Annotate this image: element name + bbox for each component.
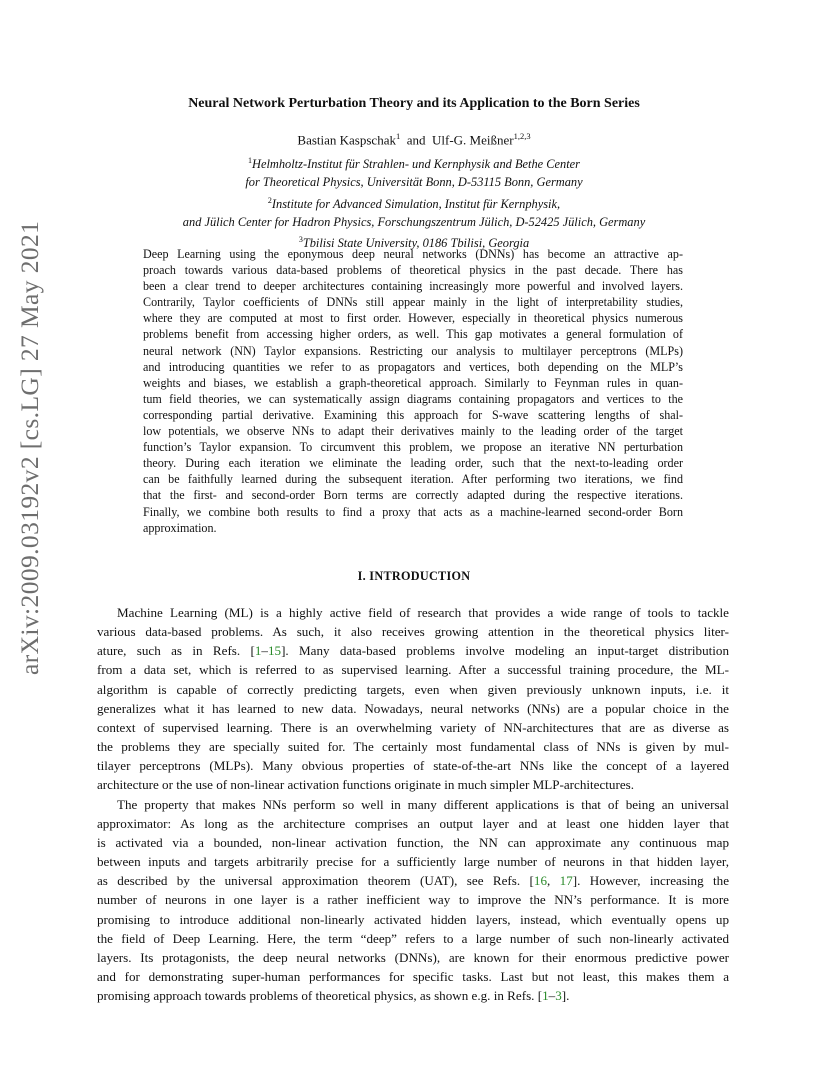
affiliation-line: [0, 192, 828, 214]
body-line: is activated via a bounded, non-linear activation function, the NN can approximate any continuous map: [97, 834, 729, 850]
affiliation-line: [0, 152, 828, 174]
author-affil-sup: 1,2,3: [513, 131, 531, 141]
body-line: from a data set, which is referred to as supervised learning. After a successful training procedure, the ML-: [97, 662, 729, 678]
abstract-line: problems benefit from accessing higher orders, as well. This gap motivates a general formulation of: [143, 327, 683, 342]
abstract-line: function’s Taylor expansion. To circumvent this problem, we propose an iterative NN perturbation: [143, 440, 683, 455]
body-line: the field of Deep Learning. Here, the term “deep” refers to a large number of such non-linearly activated: [97, 930, 729, 946]
body-line: number of neurons in one layer is a rather inefficient way to improve the NN’s performance. It is more: [97, 892, 729, 908]
text-run: as described by the universal approximation theorem (UAT), see Refs. [: [97, 873, 534, 889]
body-line: between inputs and targets arbitrarily precise for a sufficiently large number of neurons in that hidden layer,: [97, 854, 729, 870]
introduction-body: [97, 603, 729, 1005]
abstract-line: tum field theories, we can systematically assign diagrams containing propagators and vertices to the: [143, 391, 683, 406]
abstract-line: low potentials, we observe NNs to adapt their derivatives mainly to the leading order of the target: [143, 424, 683, 439]
abstract-line: and introducing quantities we refer to as propagators and vertices, both depending on the MLP’s: [143, 359, 683, 374]
body-line: architecture or the use of non-linear activation functions originate in much simpler MLP-architectures.: [97, 777, 635, 793]
citation-link[interactable]: 15: [267, 643, 282, 659]
body-line: [97, 986, 729, 1005]
abstract-line: approximation.: [143, 520, 217, 535]
abstract-line: Finally, we combine both results to find a proxy that acts as a machine-learned second-order Born: [143, 504, 683, 519]
body-line: [97, 641, 729, 660]
text-run: ature, such as in Refs. [: [97, 643, 255, 659]
text-run: ,: [547, 873, 560, 889]
body-line: context of supervised learning. There is an overwhelming variety of NN-architectures that are as diverse as: [97, 719, 729, 735]
arxiv-identifier: arXiv:2009.03192v2 [cs.LG] 27 May 2021: [15, 220, 44, 675]
author-name: Bastian Kaspschak: [297, 132, 396, 148]
abstract-line: corresponding partial derivative. Examining this approach for S-wave scattering lengths of shal-: [143, 407, 683, 422]
citation-link[interactable]: 16: [533, 873, 547, 889]
citation-link[interactable]: 1: [254, 643, 262, 659]
body-line: approximator: As long as the architecture comprises an output layer and at least one hidden layer that: [97, 815, 729, 831]
body-line: The property that makes NNs perform so well in many different applications is that of being an universal: [117, 796, 729, 812]
abstract-line: can be faithfully learned during the subsequent iteration. After performing two iterations, we find: [143, 472, 683, 487]
affil-text: Tbilisi State University, 0186 Tbilisi, Georgia: [302, 236, 530, 251]
text-run: ]. However, increasing the: [572, 873, 730, 889]
text-run: ]. Many data-based problems involve modeling an input-target distribution: [281, 643, 729, 659]
abstract-line: proach towards various data-based problems of theoretical physics in the past decade. There has: [143, 263, 683, 278]
paper-title: Neural Network Perturbation Theory and its Application to the Born Series: [188, 96, 640, 111]
citation-link[interactable]: 1: [542, 988, 549, 1004]
abstract-line: where they are computed at most to first order. However, especially in theoretical physics numerous: [143, 311, 683, 326]
text-run: –: [261, 643, 268, 659]
body-line: and for demonstrating super-human performances for specific tasks. Last but not least, this makes them a: [97, 968, 729, 984]
author-affil-sup: 1: [395, 131, 401, 141]
body-line: promising to introduce additional non-linearly activated hidden layers, instead, which eventually opens up: [97, 911, 729, 927]
text-run: promising approach towards problems of theoretical physics, as shown e.g. in Refs. [: [97, 988, 543, 1004]
text-run: –: [548, 988, 556, 1004]
affil-text: Helmholtz-Institut für Strahlen- und Kernphysik and Bethe Center: [252, 157, 580, 172]
section-heading: I. INTRODUCTION: [357, 569, 471, 583]
affiliation-line: [0, 214, 828, 232]
author-list: [0, 131, 828, 148]
affil-sup: 3: [298, 235, 303, 245]
author-conjunction: and: [406, 132, 426, 148]
affiliations: [0, 152, 828, 253]
affil-text: Institute for Advanced Simulation, Institut für Kernphysik,: [271, 196, 561, 211]
abstract-line: theory. During each iteration we eliminate the leading order, such that the next-to-leading order: [143, 456, 683, 471]
affil-sup: 1: [248, 156, 253, 165]
abstract-line: Contrarily, Taylor coefficients of DNNs still appear mainly in the light of interpretability studies,: [143, 295, 683, 310]
citation-link[interactable]: 17: [559, 873, 573, 889]
body-line: algorithm is capable of correctly predicting targets, even when given previously unknown inputs, i.e. it: [97, 681, 729, 697]
abstract-line: Deep Learning using the eponymous deep neural networks (DNNs) has become an attractive ap-: [143, 247, 683, 261]
body-line: generalizes what it has learned to new data. Nowadays, neural networks (NNs) are a popular choice in the: [97, 700, 729, 716]
abstract-line: neural network (NN) Taylor expansions. Restricting our analysis to multilayer perceptrons (MLPs): [143, 343, 683, 358]
affil-text: and Jülich Center for Hadron Physics, Forschungszentrum Jülich, D-52425 Jülich, Germany: [182, 214, 646, 229]
author-name: Ulf-G. Meißner: [432, 132, 514, 148]
affiliation-line: [0, 174, 828, 192]
abstract-line: been a clear trend to deeper architectures containing increasingly more powerful and involved layers.: [143, 279, 683, 294]
citation-link[interactable]: 3: [555, 988, 562, 1004]
abstract-line: weights and biases, we establish a graph-theoretical approach. Similarly to Feynman rules in quan-: [143, 375, 683, 390]
body-line: Machine Learning (ML) is a highly active field of research that provides a wide range of tools to tackle: [117, 605, 729, 620]
abstract: [143, 246, 683, 536]
body-line: the problems they are specially suited for. The certainly most fundamental class of NNs is given by mul-: [97, 739, 729, 755]
body-line: various data-based problems. As such, it also receives growing attention in the theoretical physics liter-: [97, 624, 729, 640]
affil-sup: 2: [267, 195, 272, 205]
body-line: tilayer perceptrons (MLPs). Many obvious properties of state-of-the-art NNs like the concept of a layered: [97, 758, 729, 774]
body-line: [97, 871, 729, 890]
body-line: layers. Its protagonists, the deep neural networks (DNNs), are known for their enormous predictive power: [97, 949, 729, 965]
affil-text: for Theoretical Physics, Universität Bonn, D-53115 Bonn, Germany: [245, 174, 583, 189]
text-run: ].: [561, 988, 570, 1004]
abstract-line: that the first- and second-order Born terms are correctly adapted during the respective iterations.: [143, 488, 683, 503]
